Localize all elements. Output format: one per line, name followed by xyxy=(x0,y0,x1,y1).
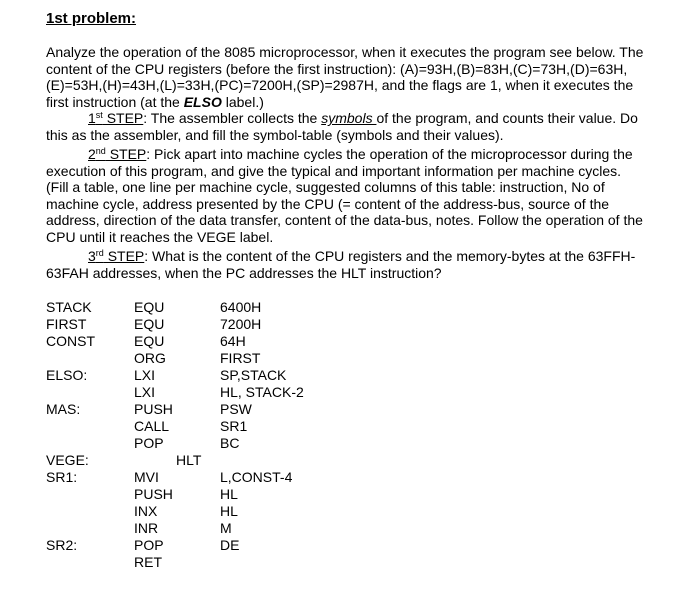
step2-title: 2nd STEP xyxy=(88,146,147,162)
line-opcode: POP xyxy=(134,435,164,451)
line-operand: BC xyxy=(220,435,240,451)
line-operand: SR1 xyxy=(220,418,248,434)
line-opcode: EQU xyxy=(134,316,165,332)
line-operand: FIRST xyxy=(220,350,261,366)
step1-symbols: symbols xyxy=(321,110,377,126)
line-operand: SP,STACK xyxy=(220,367,287,383)
line-label: STACK xyxy=(46,299,92,315)
line-opcode: INR xyxy=(134,520,159,536)
step1-text-b: of the program, and counts their value. Do this as the assembler, and fill the symbol-table (symbols and their values). xyxy=(46,110,638,143)
line-label: VEGE: xyxy=(46,452,89,468)
line-label: MAS: xyxy=(46,401,81,417)
line-label: ELSO: xyxy=(46,367,88,383)
line-opcode: ORG xyxy=(134,350,166,366)
step2-paragraph xyxy=(46,146,646,245)
line-operand: HL, STACK-2 xyxy=(220,384,304,400)
intro-paragraph xyxy=(46,44,646,110)
line-label: FIRST xyxy=(46,316,87,332)
line-opcode: CALL xyxy=(134,418,170,434)
line-opcode: LXI xyxy=(134,367,156,383)
line-operand: 64H xyxy=(220,333,246,349)
line-operand: PSW xyxy=(220,401,252,417)
intro-label: ELSO xyxy=(183,93,222,110)
line-opcode: EQU xyxy=(134,333,165,349)
line-label: SR2: xyxy=(46,537,78,553)
step3-paragraph xyxy=(46,248,646,281)
step2-text: : Pick apart into machine cycles the operation of the microprocessor during the execution of this program, and give the typical and important information per machine cycles. (Fill a table, one line per machine cycle, suggested columns of this table: instruction, No of machine cycle, address presented by the CPU (= content of the address-bus, source of the address, direction of the data transfer, content of the data-bus, notes. Follow the operation of the CPU until it reaches the VEGE label. xyxy=(46,146,643,245)
step1-title: 1st STEP xyxy=(88,110,144,126)
problem-heading: 1st problem: xyxy=(46,10,137,27)
line-opcode: POP xyxy=(134,537,164,553)
line-opcode: INX xyxy=(134,503,158,519)
intro-text: Analyze the operation of the 8085 microprocessor, when it executes the program see below. The content of the CPU registers (before the first instruction): (A)=93H,(B)=83H,(C)=73H,(D)=63H,(E)=53H,(H)=43H,(L)=33H,(PC)=7200H,(SP)=2987H, and the flags are 1, when it executes the first instruction (at the xyxy=(46,44,644,110)
line-operand: L,CONST-4 xyxy=(220,469,293,485)
line-opcode: MVI xyxy=(134,469,159,485)
line-operand: HL xyxy=(220,503,238,519)
line-label: SR1: xyxy=(46,469,78,485)
line-opcode: PUSH xyxy=(134,401,173,417)
line-operand: HL xyxy=(220,486,238,502)
line-operand: 7200H xyxy=(220,316,262,332)
line-hlt-opcode: HLT xyxy=(176,452,202,468)
step3-title: 3rd STEP xyxy=(88,248,145,264)
line-opcode: LXI xyxy=(134,384,156,400)
line-operand: DE xyxy=(220,537,240,553)
line-operand: M xyxy=(220,520,232,536)
line-opcode: PUSH xyxy=(134,486,173,502)
line-opcode: RET xyxy=(134,554,162,570)
line-label: CONST xyxy=(46,333,95,349)
step1-text-a: : The assembler collects the xyxy=(143,110,322,126)
intro-end: label.) xyxy=(221,93,264,110)
line-operand: 6400H xyxy=(220,299,262,315)
line-opcode: EQU xyxy=(134,299,165,315)
step1-paragraph xyxy=(46,110,646,143)
step3-text: : What is the content of the CPU registers and the memory-bytes at the 63FFH-63FAH addresses, when the PC addresses the HLT instruction? xyxy=(46,248,636,281)
